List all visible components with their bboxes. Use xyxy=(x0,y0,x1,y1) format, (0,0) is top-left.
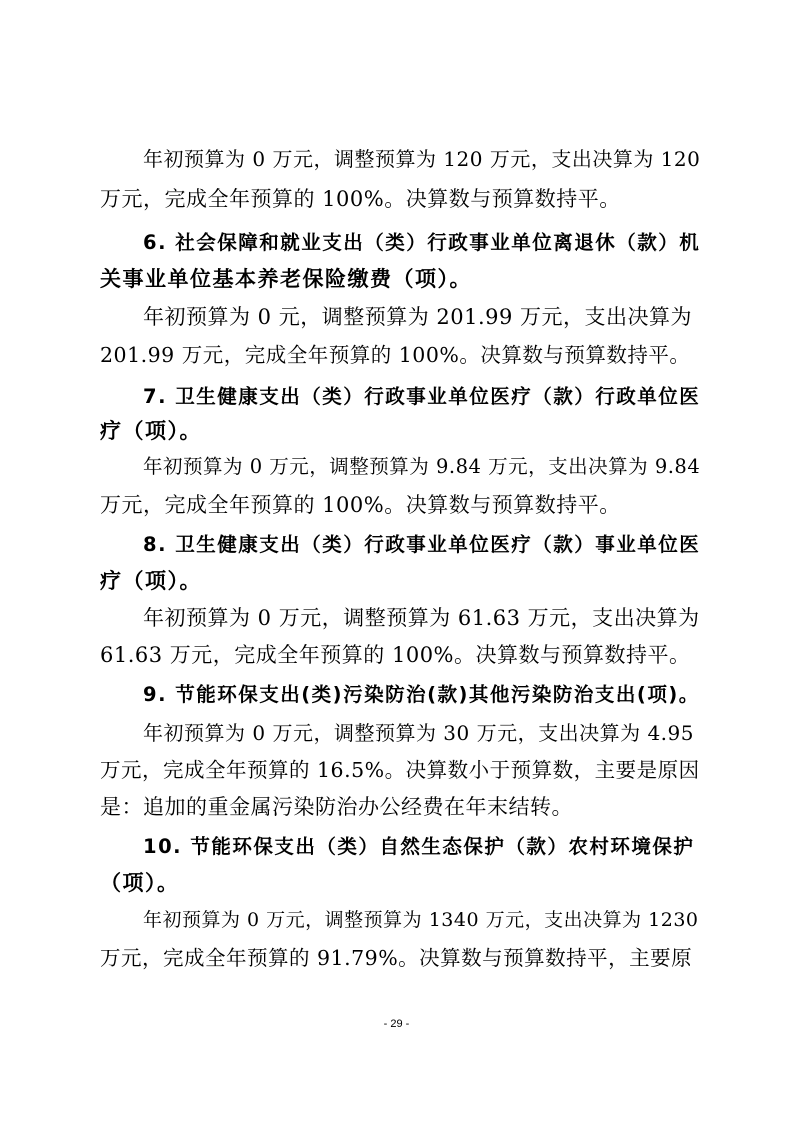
body-line: 61.63 万元，完成全年预算的 100%。决算数与预算数持平。 xyxy=(100,643,691,667)
section-heading: 7. 卫生健康支出（类）行政事业单位医疗（款）行政单位医 xyxy=(143,385,701,408)
body-line: 是：追加的重金属污染防治办公经费在年末结转。 xyxy=(100,795,573,819)
section-heading: 6. 社会保障和就业支出（类）行政事业单位离退休（款）机 xyxy=(143,231,701,254)
section-heading: 疗（项）。 xyxy=(100,419,202,443)
body-line: 万元，完成全年预算的 100%。决算数与预算数持平。 xyxy=(100,187,621,211)
section-heading: （项）。 xyxy=(100,871,180,895)
section-heading: 8. 卫生健康支出（类）行政事业单位医疗（款）事业单位医 xyxy=(143,533,701,556)
body-line: 万元，完成全年预算的 100%。决算数与预算数持平。 xyxy=(100,493,621,517)
section-heading: 关事业单位基本养老保险缴费（项）。 xyxy=(100,267,472,291)
body-line: 万元，完成全年预算的 91.79%。决算数与预算数持平，主要原 xyxy=(100,946,693,970)
body-line: 年初预算为 0 万元，调整预算为 61.63 万元，支出决算为 xyxy=(143,606,700,630)
body-line: 年初预算为 0 万元，调整预算为 9.84 万元，支出决算为 9.84 xyxy=(143,455,701,478)
page-number: - 29 - xyxy=(383,1018,410,1030)
body-line: 年初预算为 0 元，调整预算为 201.99 万元，支出决算为 xyxy=(143,305,693,329)
section-heading: 9. 节能环保支出(类)污染防治(款)其他污染防治支出(项)。 xyxy=(143,683,700,706)
section-heading: 疗（项）。 xyxy=(100,569,202,593)
body-line: 年初预算为 0 万元，调整预算为 30 万元，支出决算为 4.95 xyxy=(143,721,694,745)
body-line: 年初预算为 0 万元，调整预算为 1340 万元，支出决算为 1230 xyxy=(143,909,699,931)
body-line: 万元，完成全年预算的 16.5%。决算数小于预算数，主要是原因 xyxy=(100,758,700,782)
body-line: 201.99 万元，完成全年预算的 100%。决算数与预算数持平。 xyxy=(100,343,691,367)
body-line: 年初预算为 0 万元，调整预算为 120 万元，支出决算为 120 xyxy=(143,147,701,171)
section-heading: 10. 节能环保支出（类）自然生态保护（款）农村环境保护 xyxy=(143,835,695,858)
